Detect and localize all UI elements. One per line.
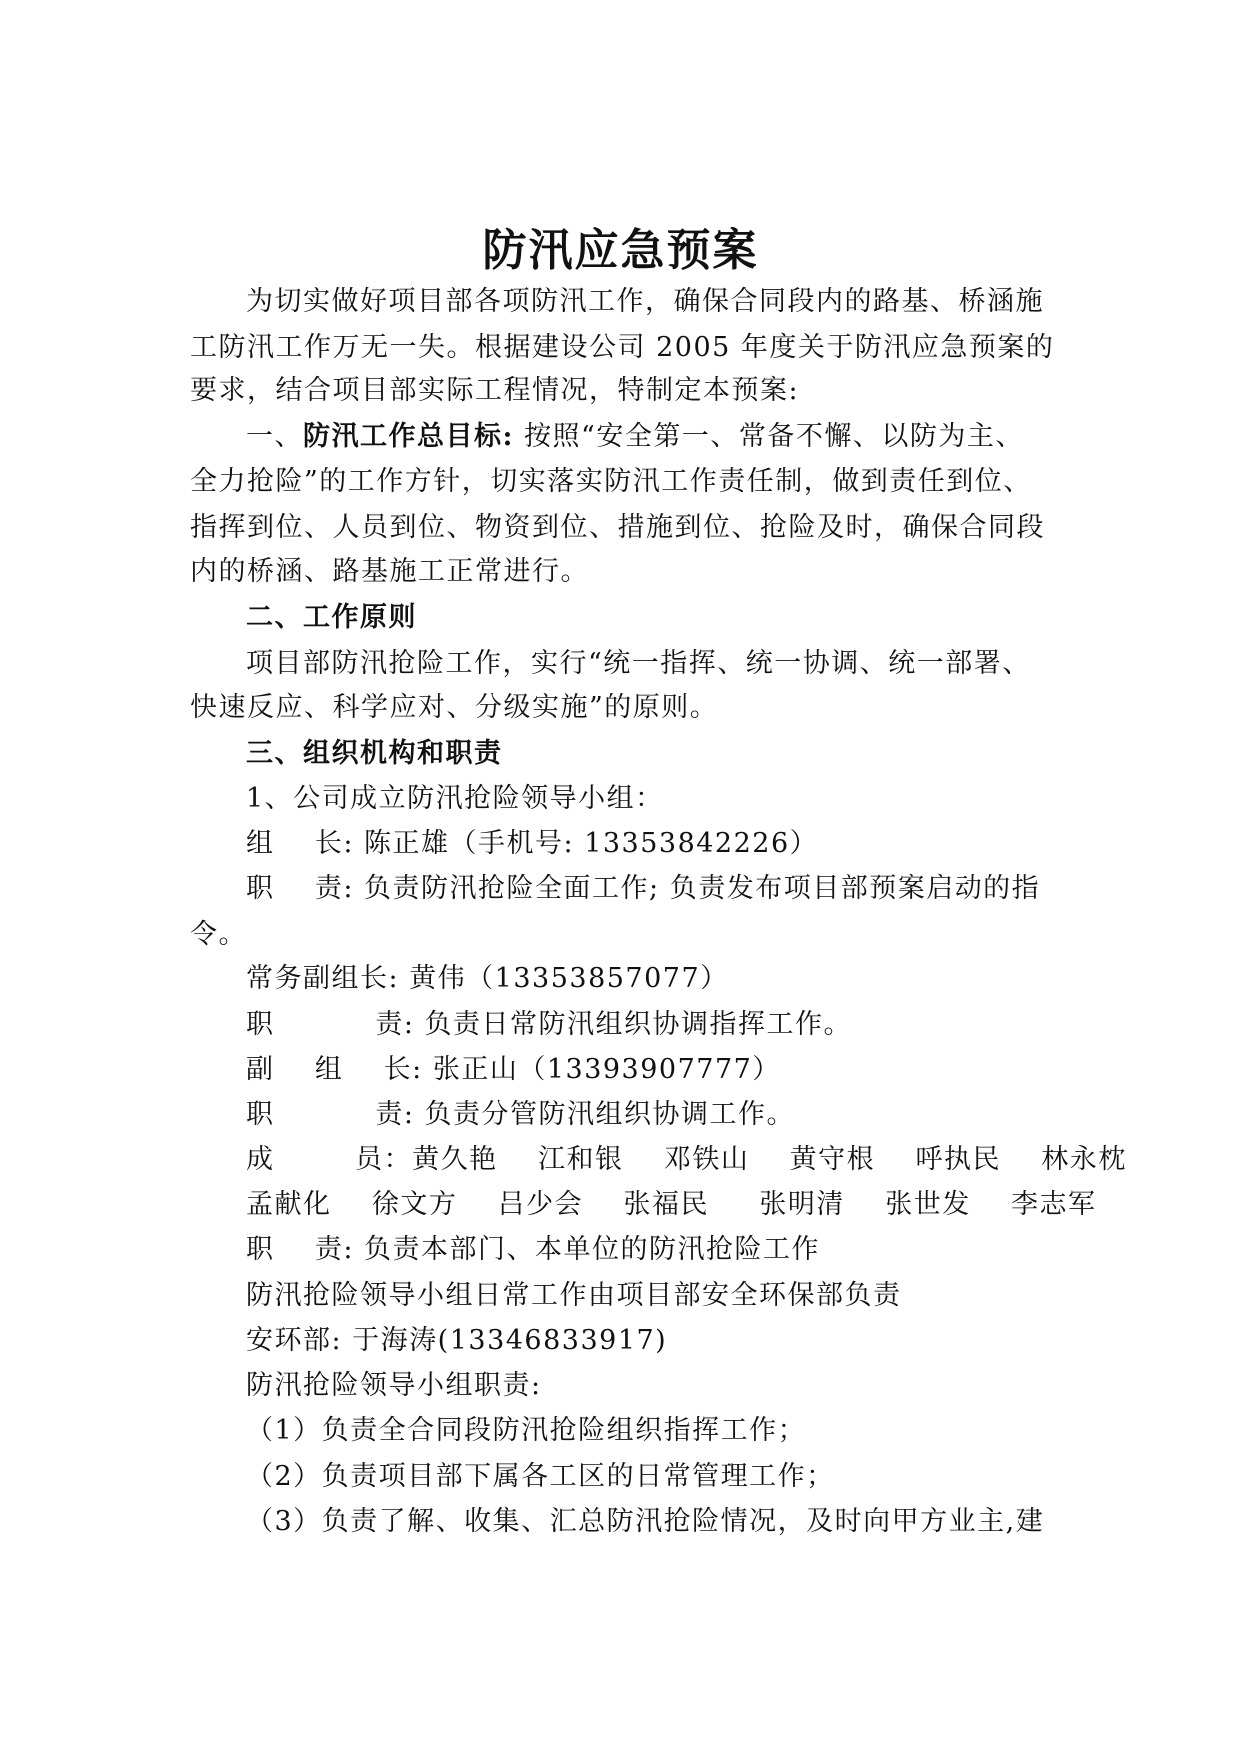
paragraph-line: 全力抢险”的工作方针，切实落实防汛工作责任制，做到责任到位、	[190, 466, 1032, 497]
paragraph-line: 为切实做好项目部各项防汛工作，确保合同段内的路基、桥涵施	[246, 286, 1044, 317]
section-1-heading-line	[246, 415, 1070, 459]
paragraph-line: 项目部防汛抢险工作，实行“统一指挥、统一协调、统一部署、	[246, 648, 1031, 679]
list-item: （3）负责了解、收集、汇总防汛抢险情况，及时向甲方业主,建	[246, 1506, 1045, 1537]
section-number: 一、	[246, 421, 303, 452]
section-1-title: 防汛工作总目标:	[303, 421, 514, 452]
duty-line: 职 责: 负责本部门、本单位的防汛抢险工作	[246, 1234, 821, 1265]
paragraph-line: 内的桥涵、路基施工正常进行。	[190, 556, 589, 587]
paragraph-line: 要求，结合项目部实际工程情况，特制定本预案:	[190, 375, 800, 406]
duty-line: 职 责: 负责日常防汛组织协调指挥工作。	[246, 1009, 853, 1040]
leader-line: 组 长: 陈正雄（手机号: 13353842226）	[246, 828, 819, 859]
paragraph-line: 快速反应、科学应对、分级实施”的原则。	[190, 692, 719, 723]
list-line: 1、公司成立防汛抢险领导小组：	[246, 783, 664, 814]
members-line: 成 员：黄久艳 江和银 邓铁山 黄守根 呼执民 林永枕	[246, 1144, 1127, 1175]
duty-line: 职 责: 负责防汛抢险全面工作; 负责发布项目部预案启动的指	[246, 873, 1041, 904]
paragraph-line: 防汛抢险领导小组日常工作由项目部安全环保部负责	[246, 1280, 902, 1311]
section-1-text: 按照“安全第一、常备不懈、以防为主、	[513, 421, 1024, 452]
paragraph-line: 工防汛工作万无一失。根据建设公司 2005 年度关于防汛应急预案的	[190, 332, 1055, 363]
paragraph-line: 防汛抢险领导小组职责:	[246, 1370, 542, 1401]
duty-line-cont: 令。	[190, 919, 247, 950]
deputy-leader-line: 常务副组长: 黄伟（13353857077）	[246, 963, 729, 994]
document-title: 防汛应急预案	[482, 225, 759, 276]
list-item: （1）负责全合同段防汛抢险组织指挥工作；	[246, 1415, 807, 1446]
paragraph-line: 指挥到位、人员到位、物资到位、措施到位、抢险及时，确保合同段	[190, 512, 1045, 543]
contact-line: 安环部: 于海涛(13346833917)	[246, 1325, 668, 1356]
section-2-heading: 二、工作原则	[246, 602, 417, 633]
vice-leader-line: 副 组 长: 张正山（13393907777）	[246, 1054, 781, 1085]
duty-line: 职 责: 负责分管防汛组织协调工作。	[246, 1099, 796, 1130]
section-3-heading: 三、组织机构和职责	[246, 738, 503, 769]
list-item: （2）负责项目部下属各工区的日常管理工作；	[246, 1461, 835, 1492]
members-line-cont: 孟献化 徐文方 吕少会 张福民 张明清 张世发 李志军	[246, 1189, 1097, 1220]
